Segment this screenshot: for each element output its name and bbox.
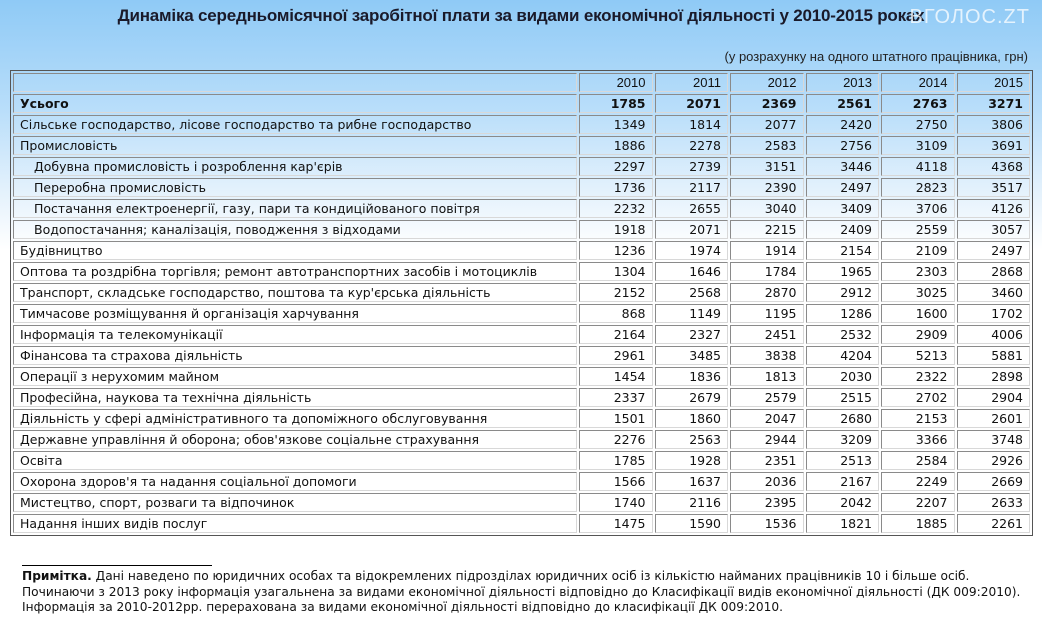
table-row [13,199,1030,218]
value-cell: 4204 [806,346,880,365]
value-cell: 1600 [881,304,955,323]
row-label: Державне управління й оборона; обов'язкове соціальне страхування [13,430,577,449]
table-row [13,94,1030,113]
year-header-2010: 2010 [579,73,653,92]
value-cell: 2633 [957,493,1031,512]
value-cell: 2153 [881,409,955,428]
year-header-2015: 2015 [957,73,1031,92]
table-row [13,220,1030,239]
value-cell: 2904 [957,388,1031,407]
value-cell: 1736 [579,178,653,197]
value-cell: 1836 [655,367,729,386]
value-cell: 3806 [957,115,1031,134]
value-cell: 2327 [655,325,729,344]
table-row [13,409,1030,428]
note-line-1: Дані наведено по юридичних особах та відокремлених підрозділах юридичних осіб із кількістю найманих працівників 10 і більше осіб. [95,569,970,583]
note-line-2: Починаючи з 2013 року інформація узагальнена за видами економічної діяльності відповідно до Класифікації видів економічної діяльності (ДК 009:2010). [22,584,1021,599]
value-cell: 1886 [579,136,653,155]
value-cell: 2898 [957,367,1031,386]
value-cell: 3366 [881,430,955,449]
value-cell: 2669 [957,472,1031,491]
row-label: Водопостачання; каналізація, поводження з відходами [13,220,577,239]
value-cell: 1914 [730,241,804,260]
table-row [13,388,1030,407]
table-row [13,472,1030,491]
value-cell: 2451 [730,325,804,344]
value-cell: 2912 [806,283,880,302]
row-label: Транспорт, складське господарство, поштова та кур'єрська діяльність [13,283,577,302]
value-cell: 2584 [881,451,955,470]
header-corner-cell [13,73,577,92]
value-cell: 2154 [806,241,880,260]
row-label: Переробна промисловість [13,178,577,197]
year-header-2013: 2013 [806,73,880,92]
year-header-2012: 2012 [730,73,804,92]
value-cell: 3109 [881,136,955,155]
row-label: Діяльність у сфері адміністративного та допоміжного обслуговування [13,409,577,428]
value-cell: 2207 [881,493,955,512]
value-cell: 2152 [579,283,653,302]
value-cell: 2926 [957,451,1031,470]
table-row [13,241,1030,260]
row-label: Інформація та телекомунікації [13,325,577,344]
value-cell: 1821 [806,514,880,533]
value-cell: 2756 [806,136,880,155]
value-cell: 2395 [730,493,804,512]
table-row [13,178,1030,197]
value-cell: 1536 [730,514,804,533]
value-cell: 1813 [730,367,804,386]
value-cell: 3446 [806,157,880,176]
value-cell: 2215 [730,220,804,239]
table-row [13,367,1030,386]
table-row [13,304,1030,323]
value-cell: 1785 [579,451,653,470]
units-caption: (у розрахунку на одного штатного працівника, грн) [724,49,1028,64]
row-label: Освіта [13,451,577,470]
value-cell: 2601 [957,409,1031,428]
value-cell: 1590 [655,514,729,533]
value-cell: 3748 [957,430,1031,449]
value-cell: 1785 [579,94,653,113]
row-label: Постачання електроенергії, газу, пари та кондиційованого повітря [13,199,577,218]
note-divider [22,565,212,566]
value-cell: 3838 [730,346,804,365]
row-label: Мистецтво, спорт, розваги та відпочинок [13,493,577,512]
value-cell: 2497 [957,241,1031,260]
value-cell: 2249 [881,472,955,491]
value-cell: 2579 [730,388,804,407]
table-row [13,136,1030,155]
value-cell: 1149 [655,304,729,323]
value-cell: 2071 [655,220,729,239]
value-cell: 1814 [655,115,729,134]
value-cell: 2420 [806,115,880,134]
value-cell: 2961 [579,346,653,365]
value-cell: 3040 [730,199,804,218]
value-cell: 1304 [579,262,653,281]
value-cell: 1501 [579,409,653,428]
value-cell: 2276 [579,430,653,449]
value-cell: 1702 [957,304,1031,323]
value-cell: 2077 [730,115,804,134]
row-label: Сільське господарство, лісове господарство та рибне господарство [13,115,577,134]
value-cell: 3517 [957,178,1031,197]
value-cell: 2532 [806,325,880,344]
value-cell: 2909 [881,325,955,344]
table-row [13,346,1030,365]
value-cell: 2870 [730,283,804,302]
value-cell: 2071 [655,94,729,113]
value-cell: 2042 [806,493,880,512]
table-row [13,283,1030,302]
value-cell: 2559 [881,220,955,239]
row-label: Надання інших видів послуг [13,514,577,533]
value-cell: 1236 [579,241,653,260]
value-cell: 2561 [806,94,880,113]
value-cell: 2116 [655,493,729,512]
watermark-logo: ВГОЛОС.ZT [909,6,1030,28]
row-label: Оптова та роздрібна торгівля; ремонт автотранспортних засобів і мотоциклів [13,262,577,281]
row-label: Охорона здоров'я та надання соціальної допомоги [13,472,577,491]
value-cell: 4118 [881,157,955,176]
table-row [13,451,1030,470]
value-cell: 2823 [881,178,955,197]
value-cell: 1740 [579,493,653,512]
value-cell: 2164 [579,325,653,344]
year-header-2011: 2011 [655,73,729,92]
row-label: Фінансова та страхова діяльність [13,346,577,365]
page-title: Динаміка середньомісячної заробітної плати за видами економічної діяльності у 2010-2015 роках [117,6,925,25]
value-cell: 2261 [957,514,1031,533]
value-cell: 1784 [730,262,804,281]
value-cell: 1286 [806,304,880,323]
value-cell: 1965 [806,262,880,281]
value-cell: 2369 [730,94,804,113]
value-cell: 3151 [730,157,804,176]
value-cell: 2739 [655,157,729,176]
value-cell: 2679 [655,388,729,407]
value-cell: 4368 [957,157,1031,176]
value-cell: 5213 [881,346,955,365]
value-cell: 1195 [730,304,804,323]
value-cell: 2763 [881,94,955,113]
value-cell: 1349 [579,115,653,134]
value-cell: 3460 [957,283,1031,302]
value-cell: 2655 [655,199,729,218]
value-cell: 2750 [881,115,955,134]
value-cell: 1646 [655,262,729,281]
value-cell: 1928 [655,451,729,470]
value-cell: 1566 [579,472,653,491]
value-cell: 4126 [957,199,1031,218]
row-label: Промисловість [13,136,577,155]
value-cell: 4006 [957,325,1031,344]
value-cell: 3209 [806,430,880,449]
row-label: Операції з нерухомим майном [13,367,577,386]
table-row [13,514,1030,533]
note-heading: Примітка. [22,569,92,583]
value-cell: 2868 [957,262,1031,281]
row-label: Будівництво [13,241,577,260]
value-cell: 868 [579,304,653,323]
value-cell: 1475 [579,514,653,533]
year-header-2014: 2014 [881,73,955,92]
value-cell: 2513 [806,451,880,470]
value-cell: 2583 [730,136,804,155]
value-cell: 2030 [806,367,880,386]
salary-table [10,70,1033,536]
value-cell: 2680 [806,409,880,428]
value-cell: 2167 [806,472,880,491]
value-cell: 2497 [806,178,880,197]
value-cell: 3691 [957,136,1031,155]
value-cell: 2232 [579,199,653,218]
row-label: Усього [13,94,577,113]
value-cell: 1885 [881,514,955,533]
value-cell: 3706 [881,199,955,218]
value-cell: 2351 [730,451,804,470]
note-line-3: Інформація за 2010-2012рр. перерахована за видами економічної діяльності відповідно до класифікації ДК 009:2010. [22,600,783,614]
value-cell: 2563 [655,430,729,449]
value-cell: 3025 [881,283,955,302]
table-row [13,157,1030,176]
value-cell: 2278 [655,136,729,155]
table-row [13,115,1030,134]
value-cell: 2568 [655,283,729,302]
table-row [13,262,1030,281]
footnote [22,569,1022,616]
value-cell: 2109 [881,241,955,260]
row-label: Тимчасове розміщування й організація харчування [13,304,577,323]
value-cell: 2337 [579,388,653,407]
value-cell: 2297 [579,157,653,176]
value-cell: 2390 [730,178,804,197]
value-cell: 2036 [730,472,804,491]
value-cell: 2409 [806,220,880,239]
value-cell: 3057 [957,220,1031,239]
value-cell: 2944 [730,430,804,449]
value-cell: 1454 [579,367,653,386]
value-cell: 2322 [881,367,955,386]
table-row [13,325,1030,344]
value-cell: 1974 [655,241,729,260]
value-cell: 1860 [655,409,729,428]
value-cell: 5881 [957,346,1031,365]
table-row [13,493,1030,512]
value-cell: 2303 [881,262,955,281]
value-cell: 2117 [655,178,729,197]
row-label: Професійна, наукова та технічна діяльність [13,388,577,407]
value-cell: 2047 [730,409,804,428]
header-row [13,73,1030,92]
value-cell: 3271 [957,94,1031,113]
value-cell: 1637 [655,472,729,491]
value-cell: 3409 [806,199,880,218]
value-cell: 3485 [655,346,729,365]
value-cell: 1918 [579,220,653,239]
row-label: Добувна промисловість і розроблення кар'єрів [13,157,577,176]
table-row [13,430,1030,449]
value-cell: 2702 [881,388,955,407]
value-cell: 2515 [806,388,880,407]
